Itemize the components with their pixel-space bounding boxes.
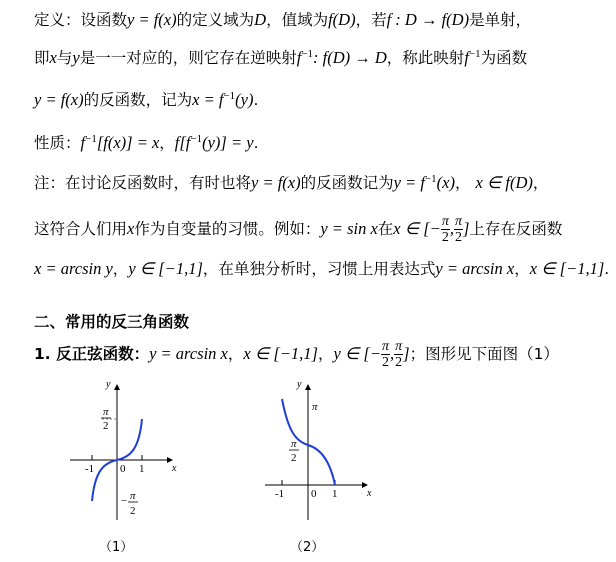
superscript: −1 [223, 89, 236, 102]
math: [f(x)] = x [96, 133, 160, 152]
math: , [390, 344, 395, 363]
math: f [464, 48, 469, 67]
math: y = f(x) [34, 90, 84, 109]
figure-2-caption: （2） [290, 540, 325, 555]
math: (x) [436, 173, 455, 192]
label-pi-over-2-num: π [103, 406, 109, 418]
text: ，称此映射 [386, 49, 465, 67]
text: 是一一对应的，则它存在逆映射 [79, 49, 297, 67]
superscript: −1 [301, 47, 314, 60]
text: ，在单独分析时，习惯上用表达式 [202, 260, 436, 278]
text: ， [317, 345, 334, 363]
label-pi: π [312, 401, 318, 413]
math: x [49, 48, 57, 67]
figure-arcsin-graph [60, 375, 190, 525]
text: ，值域为 [266, 11, 329, 29]
superscript: −1 [424, 172, 437, 185]
figure-arccos-graph [255, 375, 385, 525]
text: ， [514, 260, 530, 278]
definition-line-1 [34, 10, 531, 30]
superscript: −1 [190, 132, 203, 145]
math: y = f [393, 173, 425, 192]
text: ；图形见下面图（1） [409, 345, 559, 363]
tick-label-neg1: -1 [275, 488, 285, 500]
note-line-1 [34, 173, 548, 193]
text: 这符合人们用 [34, 220, 128, 238]
math: x = f [192, 90, 224, 109]
figure-1-caption: （1） [99, 540, 134, 555]
text: 的反函数，记为 [83, 91, 193, 109]
text: ， [532, 174, 549, 192]
text: 即 [34, 49, 50, 67]
text: . [604, 260, 610, 278]
text: . [253, 134, 259, 152]
math: y [72, 48, 80, 67]
superscript: −1 [85, 132, 97, 145]
item-heading: 1. 反正弦函数： [34, 345, 150, 363]
text: 定义：设函数 [34, 11, 128, 29]
text: ， [227, 345, 244, 363]
text: 为函数 [480, 49, 528, 67]
text: ， [159, 134, 175, 152]
math: f(D) [328, 10, 356, 29]
fraction-pi-over-2: $\frac{\pi}{2}$ [381, 339, 389, 370]
math: y = f(x) [127, 10, 177, 29]
text: 性质： [34, 134, 81, 152]
math: y = sin x [320, 219, 378, 238]
x-axis-label: x [172, 463, 177, 474]
property-line [34, 133, 259, 153]
math: f[f [174, 133, 191, 152]
label-pi-over-2-num: π [291, 438, 297, 450]
note-line-2 [34, 212, 562, 246]
text: 在 [377, 220, 394, 238]
label-neg-pi-over-2-num: π [130, 490, 136, 502]
text: ， [112, 260, 129, 278]
y-axis-label: y [106, 379, 111, 390]
math: f [80, 133, 86, 152]
math: x ∈ [− [393, 219, 441, 238]
origin-label: 0 [311, 488, 317, 500]
note-line-3 [34, 259, 609, 279]
tick-label-neg1: -1 [85, 463, 95, 475]
tick-label-1: 1 [332, 488, 338, 500]
text: 与 [56, 49, 73, 67]
superscript: −1 [468, 47, 481, 60]
text: 是单射， [469, 11, 532, 29]
label-neg-pi-over-2-den: 2 [130, 505, 136, 517]
math: ] [403, 344, 410, 363]
label-minus: − [121, 495, 128, 507]
math: y = f(x) [251, 173, 301, 192]
x-axis-label: x [367, 488, 372, 499]
math: y = arcsin x [149, 344, 228, 363]
label-pi-over-2-den: 2 [103, 420, 109, 432]
math: y ∈ [− [333, 344, 381, 363]
text: 作为自变量的习惯。例如： [134, 220, 321, 238]
math: f : D → f(D) [386, 10, 470, 29]
label-pi-over-2-den: 2 [291, 452, 297, 464]
text: 的定义域为 [176, 11, 255, 29]
math: y ∈ [−1,1] [128, 259, 203, 278]
definition-line-2 [34, 48, 527, 68]
item-arcsin [34, 336, 559, 372]
text: 上存在反函数 [469, 220, 563, 238]
text: 的反函数记为 [300, 174, 394, 192]
math: x ∈ f(D) [475, 173, 533, 192]
math: x ∈ [−1,1] [529, 259, 605, 278]
tick-label-1: 1 [139, 463, 145, 475]
math: y = arcsin x [435, 259, 515, 278]
y-axis-label: y [297, 379, 302, 390]
math: x ∈ [−1,1] [243, 344, 318, 363]
text: ，若 [355, 11, 387, 29]
text: . [253, 91, 259, 109]
math: ] [462, 219, 470, 238]
origin-label: 0 [120, 463, 126, 475]
math: f [296, 48, 302, 67]
definition-line-3 [34, 90, 258, 110]
text: 注：在讨论反函数时，有时也将 [34, 174, 252, 192]
math: D [254, 10, 267, 29]
math: , [449, 219, 454, 238]
math: x = arcsin y [34, 259, 113, 278]
math: (y)] = y [202, 133, 254, 152]
math: : f(D) → D [313, 48, 387, 67]
text: ， [454, 174, 471, 192]
math: (y) [235, 90, 254, 109]
math: x [127, 219, 135, 238]
fraction-pi-over-2: $\frac{\pi}{2}$ [395, 339, 403, 370]
fraction-pi-over-2: $\frac{\pi}{2}$ [441, 214, 449, 245]
fraction-pi-over-2: $\frac{\pi}{2}$ [454, 214, 462, 245]
section-title: 二、常用的反三角函数 [34, 313, 190, 331]
